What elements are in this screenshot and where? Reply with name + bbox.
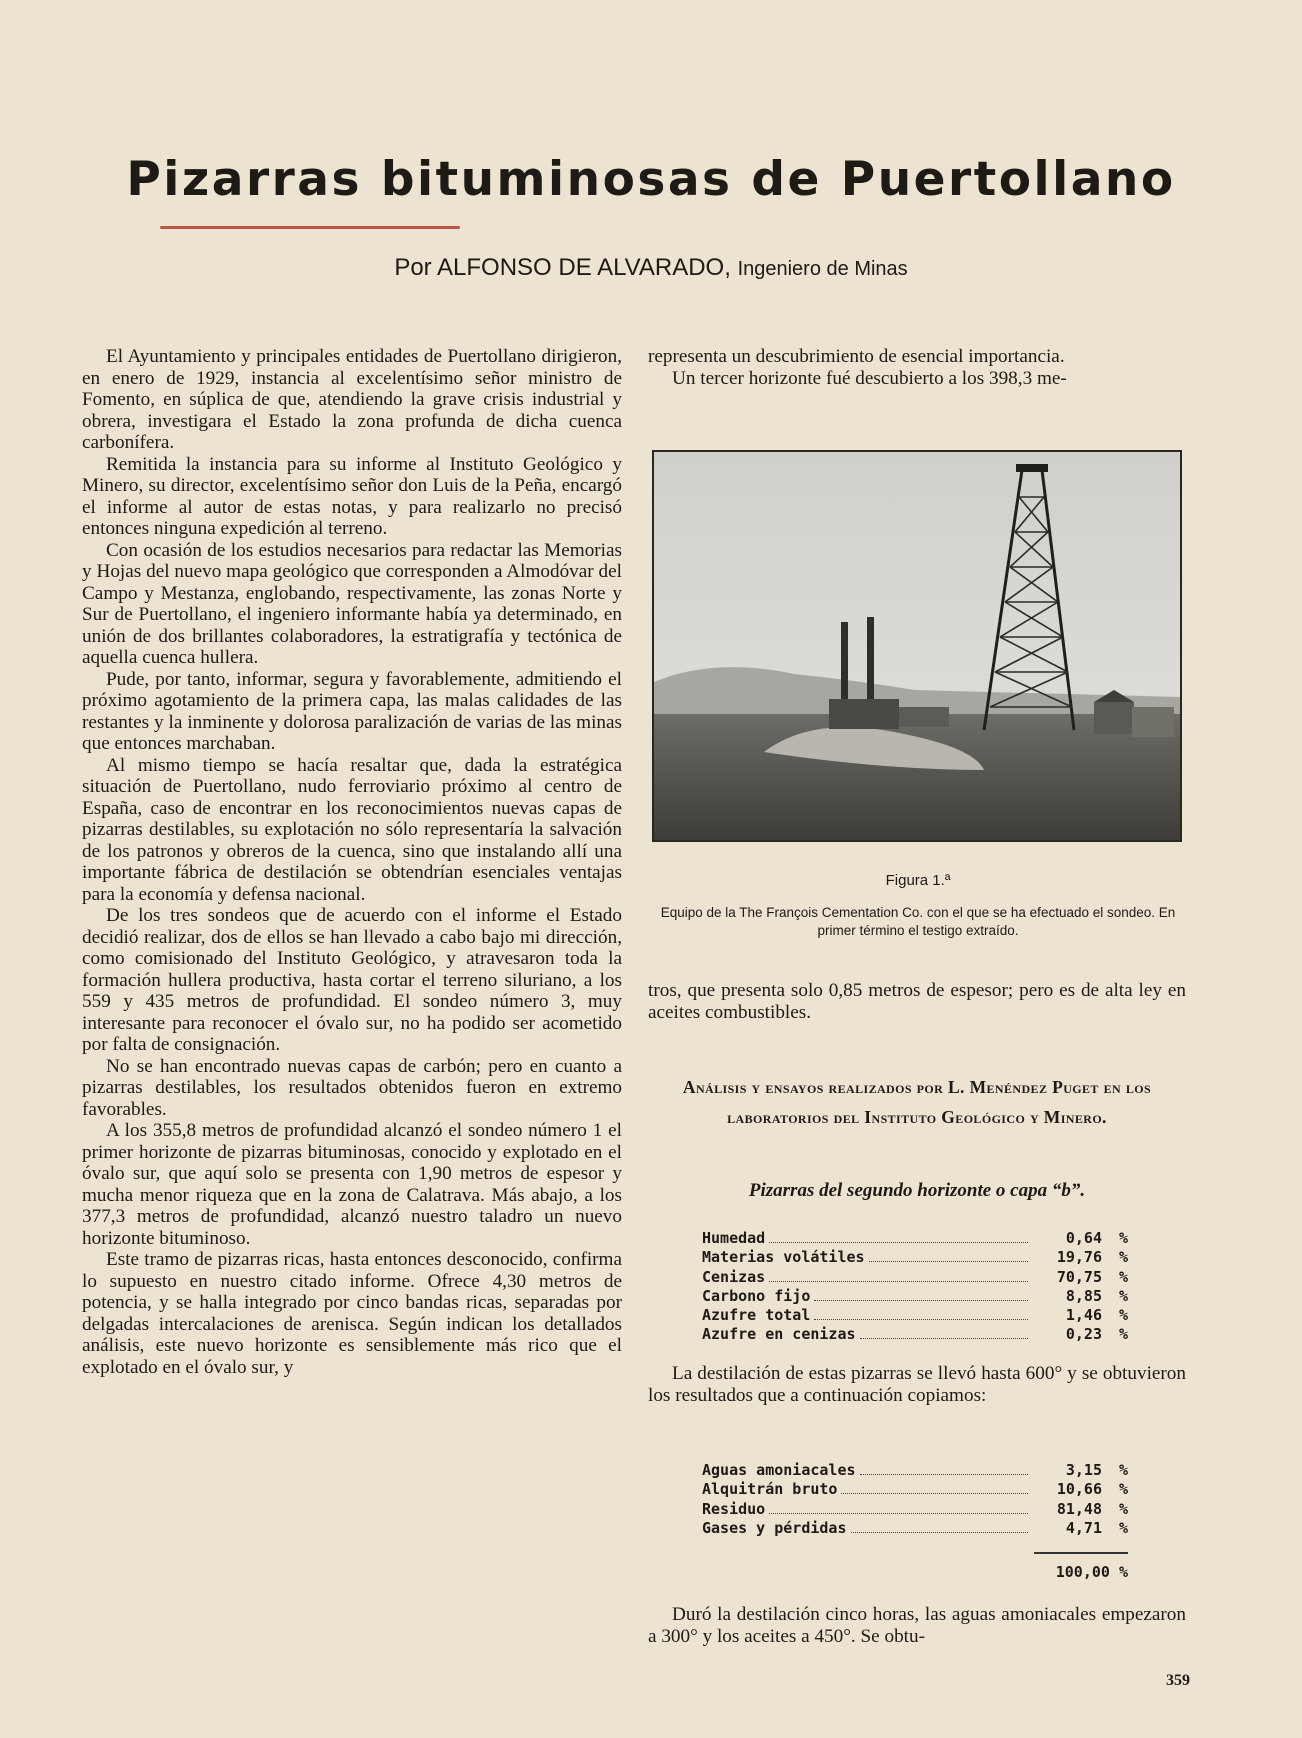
leader-dots (860, 1338, 1028, 1339)
right-column-top (648, 346, 1186, 389)
leader-dots (769, 1281, 1028, 1282)
leader-dots (860, 1474, 1028, 1475)
drilling-rig-illustration (654, 452, 1180, 840)
row-label: Materias volátiles (702, 1248, 865, 1267)
leader-dots (841, 1493, 1028, 1494)
row-label: Azufre total (702, 1306, 811, 1325)
row-unit: % (1118, 1267, 1128, 1286)
right-column-paragraph (648, 1363, 1186, 1407)
leader-dots (769, 1513, 1028, 1514)
author-name: ALFONSO DE ALVARADO, (437, 254, 731, 281)
table-row (702, 1287, 1128, 1306)
table-row (702, 1461, 1128, 1480)
paragraph: La destilación de estas pizarras se llevó hasta 600° y se obtuvieron los resultados que a continuación copiamos: (648, 1363, 1186, 1406)
paragraph: Un tercer horizonte fué descubierto a los 398,3 me- (672, 367, 1067, 389)
table-row (702, 1248, 1128, 1267)
row-value: 0,23 (1065, 1325, 1102, 1344)
left-column (82, 346, 622, 1378)
row-value: 8,85 (1065, 1286, 1102, 1305)
leader-dots (814, 1319, 1028, 1320)
paragraph: A los 355,8 metros de profundidad alcanzó el sondeo número 1 el primer horizonte de pizarras bituminosas, conocido y explotado en el óvalo sur, que aquí solo se presenta con 1,90 metros de espesor y mucha menor riqueza que en la zona de Calatrava. Más abajo, a los 377,3 metros de profundidad, alcanzó nuestro taladro un nuevo horizonte bituminoso. (82, 1120, 622, 1249)
row-unit: % (1118, 1229, 1128, 1247)
leader-dots (769, 1242, 1028, 1243)
paragraph: Este tramo de pizarras ricas, hasta entonces desconocido, confirma lo supuesto en nuestro citado informe. Ofrece 4,30 metros de potencia, y se halla integrado por cinco bandas ricas, separadas por delgadas intercalaciones de arenisca. Según indican los detallados análisis, este nuevo horizonte es sensiblemente más rico que el explotado en el óvalo sur, y (82, 1249, 622, 1378)
row-label: Cenizas (702, 1267, 766, 1286)
row-unit: % (1118, 1499, 1128, 1518)
row-unit: % (1118, 1248, 1128, 1267)
leader-dots (869, 1261, 1028, 1262)
row-label: Carbono fijo (702, 1286, 811, 1305)
paragraph: representa un descubrimiento de esencial importancia. (648, 346, 1065, 367)
row-value: 19,76 (1056, 1248, 1102, 1267)
row-label: Azufre en cenizas (702, 1325, 856, 1344)
section-heading: Análisis y ensayos realizados por L. Menéndez Puget en los laboratorios del Instituto Geológico y Minero. (682, 1077, 1152, 1127)
row-value: 10,66 (1056, 1480, 1102, 1499)
row-value: 70,75 (1056, 1267, 1102, 1286)
paragraph: El Ayuntamiento y principales entidades de Puertollano dirigieron, en enero de 1929, instancia al excelentísimo señor ministro de Fomento, en súplica de que, atendiendo la grave crisis industrial y obrera, investigara el Estado la zona profunda de dicha cuenca carbonífera. (82, 346, 622, 453)
leader-dots (851, 1532, 1029, 1533)
total-rule (1034, 1552, 1128, 1554)
paragraph: No se han encontrado nuevas capas de carbón; pero en cuanto a pizarras destilables, los resultados obtenidos fueron en extremo favorables. (82, 1055, 622, 1120)
page-number: 359 (1166, 1672, 1190, 1689)
analysis-table (702, 1229, 1128, 1345)
figure-title: Figura 1.ª (885, 872, 951, 889)
table-row (702, 1268, 1128, 1287)
table-row (702, 1500, 1128, 1519)
right-column-paragraph (648, 1604, 1186, 1648)
right-column-paragraph (648, 980, 1186, 1024)
figure-caption: Equipo de la The François Cementation Co. con el que se ha efectuado el sondeo. En primer término el testigo extraído. (660, 905, 1176, 938)
paragraph: Con ocasión de los estudios necesarios para redactar las Memorias y Hojas del nuevo mapa geológico que corresponden a Almodóvar del Campo y Mestanza, englobando, respectivamente, las zonas Norte y Sur de Puertollano, el ingeniero informante había ya determinado, en unión de dos brillantes colaboradores, la estratigrafía y tectónica de aquella cuenca hullera. (82, 539, 622, 668)
row-unit: % (1118, 1461, 1128, 1479)
row-value: 1,46 (1065, 1306, 1102, 1325)
paragraph: tros, que presenta solo 0,85 metros de espesor; pero es de alta ley en aceites combustibles. (648, 980, 1186, 1023)
distillation-table (702, 1461, 1128, 1538)
row-value: 3,15 (1065, 1461, 1102, 1479)
table-subheading: Pizarras del segundo horizonte o capa “b”. (748, 1180, 1086, 1201)
article-title: Pizarras bituminosas de Puertollano (126, 152, 1176, 207)
byline (80, 254, 1222, 282)
row-label: Gases y pérdidas (702, 1518, 847, 1537)
table-row (702, 1229, 1128, 1248)
row-value: 0,64 (1065, 1229, 1102, 1247)
row-unit: % (1118, 1325, 1128, 1344)
red-pencil-underline (160, 226, 460, 229)
row-label: Alquitrán bruto (702, 1480, 838, 1499)
row-value: 4,71 (1065, 1518, 1102, 1537)
paragraph: De los tres sondeos que de acuerdo con el informe el Estado decidió realizar, dos de ellos se han llevado a cabo bajo mi dirección, como comisionado del Instituto Geológico, y atravesaron toda la formación hullera productiva, hasta cortar el terreno siluriano, a los 559 y 435 metros de profundidad. El sondeo número 3, muy interesante para reconocer el óvalo sur, no ha podido ser acometido por falta de consignación. (82, 905, 622, 1055)
leader-dots (814, 1300, 1028, 1301)
row-label: Humedad (702, 1229, 766, 1247)
table-row (702, 1325, 1128, 1344)
row-label: Residuo (702, 1499, 766, 1518)
paragraph: Duró la destilación cinco horas, las aguas amoniacales empezaron a 300° y los aceites a 450°. Se obtu- (648, 1604, 1186, 1647)
table-row (702, 1480, 1128, 1499)
row-unit: % (1118, 1480, 1128, 1499)
row-unit: % (1118, 1518, 1128, 1537)
paragraph: Pude, por tanto, informar, segura y favorablemente, admitiendo el próximo agotamiento de la primera capa, las malas calidades de las restantes y la inminente y dolorosa paralización de varias de las minas que entonces marchaban. (82, 668, 622, 754)
row-value: 81,48 (1056, 1499, 1102, 1518)
row-label: Aguas amoniacales (702, 1461, 856, 1479)
paragraph: Remitida la instancia para su informe al Instituto Geológico y Minero, su director, excelentísimo señor don Luis de la Peña, encargó el informe al autor de estas notas, y para realizarlo no precisó entonces ninguna expedición al terreno. (82, 453, 622, 539)
byline-prefix: Por (394, 254, 432, 281)
row-unit: % (1118, 1306, 1128, 1325)
row-unit: % (1118, 1286, 1128, 1305)
paragraph: Al mismo tiempo se hacía resaltar que, dada la estratégica situación de Puertollano, nudo ferroviario próximo al centro de España, caso de encontrar en los reconocimientos nuevas capas de pizarras destilables, su explotación no sólo representaría la salvación de los patronos y obreros de la cuenca, sino que instalando allí una importante fábrica de destilación se obtendrían esenciales ventajas para la economía y defensa nacional. (82, 754, 622, 905)
distillation-total: 100,00 % (1055, 1563, 1128, 1581)
table-row (702, 1306, 1128, 1325)
table-row (702, 1519, 1128, 1538)
drilling-rig-photo (652, 450, 1182, 842)
author-title: Ingeniero de Minas (737, 258, 908, 280)
